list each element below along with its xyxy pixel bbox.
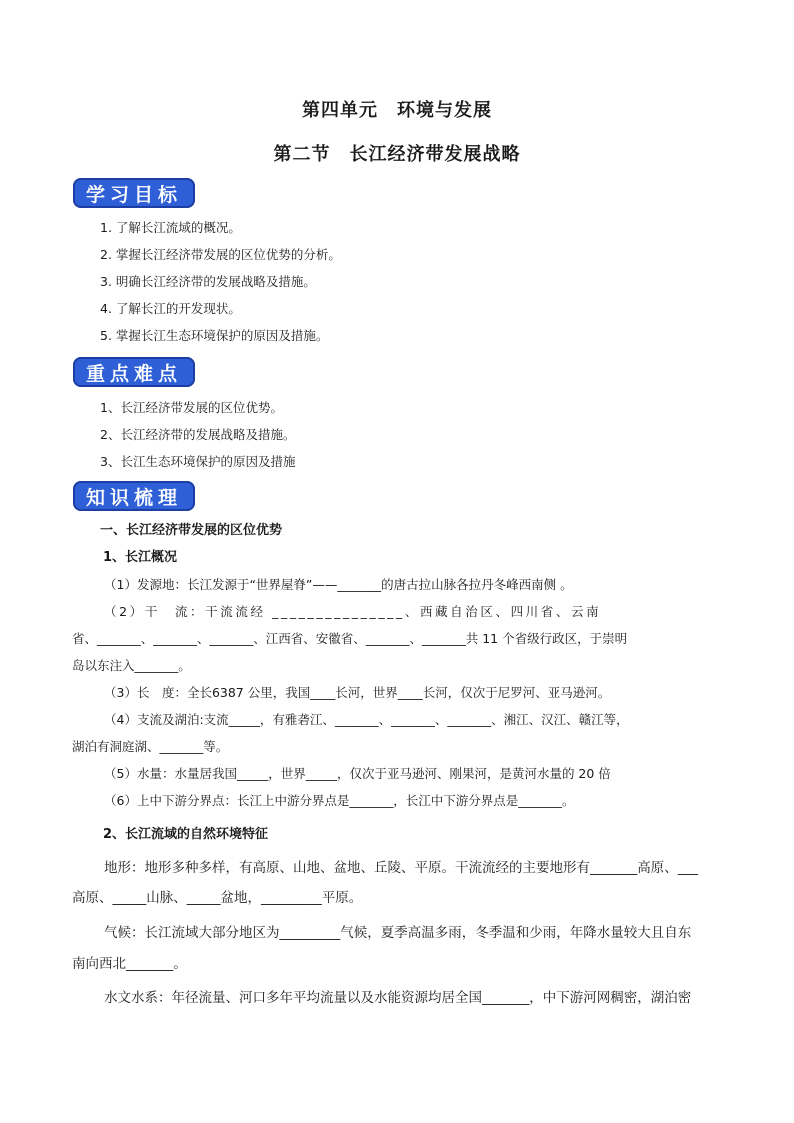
knowledge-para: 气候：长江流域大部分地区为_________气候，夏季高温多雨，冬季温和少雨，年降水量较大且自东	[104, 925, 692, 941]
knowledge-line: 湖泊有洞庭湖、_______等。	[72, 739, 229, 754]
sub1-heading: 1、长江概况	[103, 550, 178, 565]
section1-heading: 一、长江经济带发展的区位优势	[100, 523, 283, 538]
knowledge-para: 南向西北_______。	[72, 956, 187, 972]
section-title: 第二节 长江经济带发展战略	[273, 144, 521, 165]
knowledge-line: （4）支流及湖泊:支流_____，有雅砻江、_______、_______、_______、湘江、汉江、赣江等，	[104, 712, 629, 727]
knowledge-line: （5）水量：水量居我国_____，世界_____，仅次于亚马逊河、刚果河，是黄河水量的 20 倍	[104, 766, 611, 781]
knowledge-para: 高原、_____山脉、_____盆地，_________平原。	[72, 890, 363, 906]
goal-item: 2. 掌握长江经济带发展的区位优势的分析。	[100, 247, 341, 262]
knowledge-line: （2）干 流：干流流经 _______________、西藏自治区、四川省、云南	[104, 604, 602, 619]
goal-item: 1. 了解长江流域的概况。	[100, 220, 241, 235]
goal-item: 5. 掌握长江生态环境保护的原因及措施。	[100, 328, 329, 343]
knowledge-line: （3）长 度：全长6387 公里，我国____长河，世界____长河，仅次于尼罗河、亚马逊河。	[104, 685, 611, 700]
knowledge-para: 水文水系：年径流量、河口多年平均流量以及水能资源均居全国_______，中下游河网稠密，湖泊密	[104, 990, 692, 1006]
key-point-item: 3、长江生态环境保护的原因及措施	[100, 454, 296, 469]
goal-item: 4. 了解长江的开发现状。	[100, 301, 241, 316]
knowledge-line: 岛以东注入_______。	[72, 658, 191, 673]
knowledge-badge: 知识梳理	[73, 481, 195, 511]
key-point-item: 1、长江经济带发展的区位优势。	[100, 400, 283, 415]
key-point-item: 2、长江经济带的发展战略及措施。	[100, 427, 296, 442]
goal-item: 3. 明确长江经济带的发展战略及措施。	[100, 274, 316, 289]
knowledge-line: （6）上中下游分界点：长江上中游分界点是_______，长江中下游分界点是_______。	[104, 793, 575, 808]
knowledge-line: （1）发源地：长江发源于“世界屋脊”——_______的唐古拉山脉各拉丹冬峰西南侧 。	[104, 577, 573, 592]
knowledge-para: 地形：地形多种多样，有高原、山地、盆地、丘陵、平原。干流流经的主要地形有_______高原、___	[104, 860, 698, 876]
key-points-badge: 重点难点	[73, 357, 195, 387]
goals-badge: 学习目标	[73, 178, 195, 208]
unit-title: 第四单元 环境与发展	[302, 100, 492, 121]
sub2-heading: 2、长江流域的自然环境特征	[103, 827, 269, 842]
knowledge-line: 省、_______、_______、_______、江西省、安徽省、_______、_______共 11 个省级行政区，于崇明	[72, 631, 628, 646]
